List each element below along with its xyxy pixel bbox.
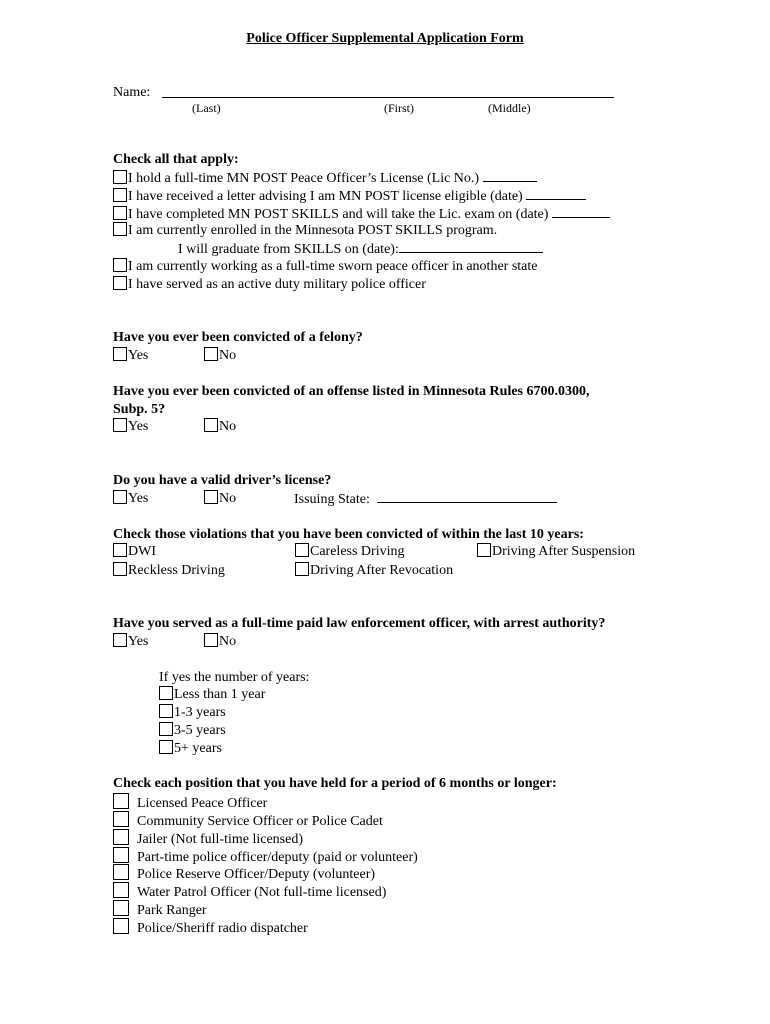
violations-heading: Check those violations that you have been convicted of within the last 10 years: (113, 527, 584, 542)
name-sub-middle: (Middle) (488, 101, 531, 115)
years-1-3-checkbox[interactable] (159, 704, 173, 718)
eligible-item (113, 187, 586, 205)
name-sub-last: (Last) (192, 101, 221, 115)
position-item (113, 829, 303, 848)
violation-suspension (477, 543, 635, 560)
careless-checkbox[interactable] (295, 543, 309, 557)
dl-yes-checkbox[interactable] (113, 490, 127, 504)
graduate-text: I will graduate from SKILLS on (date): (178, 242, 399, 257)
license-checkbox[interactable] (113, 170, 127, 184)
positions-heading: Check each position that you have held for a period of 6 months or longer: (113, 776, 557, 791)
served-yes-checkbox[interactable] (113, 633, 127, 647)
position-item (113, 882, 386, 901)
felony-no-checkbox[interactable] (204, 347, 218, 361)
working-item (113, 258, 537, 275)
years-3-5-label: 3-5 years (174, 723, 226, 738)
dl-no (204, 490, 236, 507)
violation-reckless (113, 562, 225, 579)
served-no-checkbox[interactable] (204, 633, 218, 647)
working-checkbox[interactable] (113, 258, 127, 272)
dl-no-label: No (219, 491, 237, 506)
dl-yes (113, 490, 148, 507)
dwi-label: DWI (128, 544, 156, 559)
position-checkbox[interactable] (113, 882, 129, 898)
position-checkbox[interactable] (113, 847, 129, 863)
eligible-checkbox[interactable] (113, 188, 127, 202)
revocation-checkbox[interactable] (295, 562, 309, 576)
position-label: Licensed Peace Officer (137, 796, 268, 811)
years-option (159, 722, 226, 739)
license-text: I hold a full-time MN POST Peace Officer’s License (Lic No.) (128, 171, 480, 186)
position-checkbox[interactable] (113, 918, 129, 934)
position-checkbox[interactable] (113, 864, 129, 880)
served-no (204, 633, 236, 650)
license-number-field[interactable] (483, 169, 537, 182)
reckless-checkbox[interactable] (113, 562, 127, 576)
years-5plus-checkbox[interactable] (159, 740, 173, 754)
name-label: Name: (113, 85, 151, 100)
skills-completed-text: I have completed MN POST SKILLS and will take the Lic. exam on (date) (128, 207, 549, 222)
offense-no (204, 418, 236, 435)
reckless-label: Reckless Driving (128, 563, 225, 578)
years-lt1-label: Less than 1 year (174, 687, 266, 702)
served-yes (113, 633, 148, 650)
offense-yes (113, 418, 148, 435)
felony-no (204, 347, 236, 364)
suspension-checkbox[interactable] (477, 543, 491, 557)
years-label: If yes the number of years: (159, 670, 310, 685)
military-checkbox[interactable] (113, 276, 127, 290)
position-checkbox[interactable] (113, 811, 129, 827)
dwi-checkbox[interactable] (113, 543, 127, 557)
position-label: Police Reserve Officer/Deputy (volunteer) (137, 867, 376, 882)
years-option (159, 740, 222, 757)
position-checkbox[interactable] (113, 900, 129, 916)
years-option (159, 704, 226, 721)
violation-careless (295, 543, 404, 560)
revocation-label: Driving After Revocation (310, 563, 454, 578)
felony-question: Have you ever been convicted of a felony? (113, 330, 363, 345)
offense-yes-checkbox[interactable] (113, 418, 127, 432)
military-text: I have served as an active duty military police officer (128, 277, 426, 292)
served-no-label: No (219, 634, 237, 649)
felony-yes-checkbox[interactable] (113, 347, 127, 361)
issuing-state (294, 490, 557, 508)
felony-no-label: No (219, 348, 237, 363)
enrolled-text: I am currently enrolled in the Minnesota POST SKILLS program. (128, 223, 498, 238)
exam-date-field[interactable] (552, 205, 610, 218)
years-5plus-label: 5+ years (174, 741, 222, 756)
felony-yes (113, 347, 148, 364)
check-all-heading: Check all that apply: (113, 152, 239, 167)
offense-question-line2: Subp. 5? (113, 402, 166, 417)
license-question: Do you have a valid driver’s license? (113, 473, 332, 488)
position-label: Part-time police officer/deputy (paid or volunteer) (137, 850, 418, 865)
violation-revocation (295, 562, 453, 579)
position-checkbox[interactable] (113, 829, 129, 845)
position-label: Water Patrol Officer (Not full-time licensed) (137, 885, 387, 900)
violation-dwi (113, 543, 156, 560)
position-checkbox[interactable] (113, 793, 129, 809)
position-label: Park Ranger (137, 903, 207, 918)
years-3-5-checkbox[interactable] (159, 722, 173, 736)
working-text: I am currently working as a full-time sworn peace officer in another state (128, 259, 538, 274)
military-item (113, 276, 426, 293)
dl-no-checkbox[interactable] (204, 490, 218, 504)
years-lt1-checkbox[interactable] (159, 686, 173, 700)
offense-no-checkbox[interactable] (204, 418, 218, 432)
enrolled-item (113, 222, 497, 239)
issuing-state-field[interactable] (377, 490, 557, 503)
suspension-label: Driving After Suspension (492, 544, 636, 559)
position-item (113, 900, 207, 919)
eligible-text: I have received a letter advising I am MN POST license eligible (date) (128, 189, 523, 204)
name-sub-first: (First) (384, 101, 414, 115)
skills-completed-checkbox[interactable] (113, 206, 127, 220)
offense-question-line1: Have you ever been convicted of an offense listed in Minnesota Rules 6700.0300, (113, 384, 590, 399)
offense-no-label: No (219, 419, 237, 434)
served-yes-label: Yes (128, 634, 149, 649)
dl-yes-label: Yes (128, 491, 149, 506)
years-option (159, 686, 265, 703)
enrolled-checkbox[interactable] (113, 222, 127, 236)
careless-label: Careless Driving (310, 544, 405, 559)
offense-yes-label: Yes (128, 419, 149, 434)
eligible-date-field[interactable] (526, 187, 586, 200)
graduate-date-field[interactable] (399, 240, 543, 253)
position-item (113, 918, 308, 937)
position-label: Jailer (Not full-time licensed) (137, 832, 303, 847)
position-item (113, 793, 267, 812)
felony-yes-label: Yes (128, 348, 149, 363)
position-label: Community Service Officer or Police Cadet (137, 814, 383, 829)
position-item (113, 811, 383, 830)
skills-completed-item (113, 205, 610, 223)
served-question: Have you served as a full-time paid law enforcement officer, with arrest authority? (113, 616, 606, 631)
position-label: Police/Sheriff radio dispatcher (137, 921, 308, 936)
graduate-item (178, 240, 543, 258)
issuing-state-label: Issuing State: (294, 492, 370, 507)
name-field[interactable] (162, 84, 614, 98)
license-item (113, 169, 537, 187)
position-item (113, 864, 375, 883)
years-1-3-label: 1-3 years (174, 705, 226, 720)
page-title: Police Officer Supplemental Application Form (246, 31, 524, 46)
